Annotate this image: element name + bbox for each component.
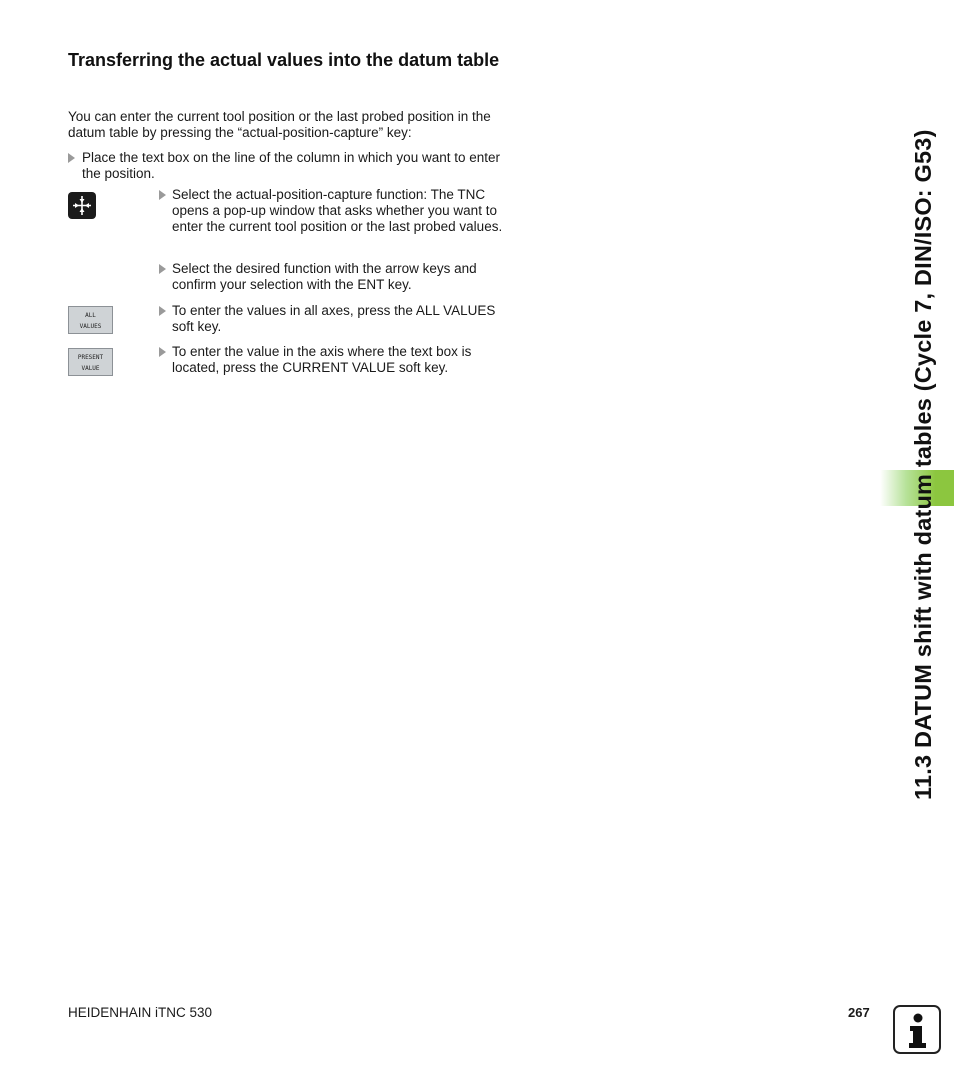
step-text: To enter the value in the axis where the text box is located, press the CURRENT VALUE soft key. (172, 344, 472, 375)
softkey-label-line1: ALL (85, 312, 96, 319)
actual-position-capture-key[interactable] (68, 192, 96, 219)
step-item (159, 187, 511, 235)
all-values-softkey[interactable] (68, 306, 113, 334)
bullet-arrow-icon (159, 264, 166, 274)
page-number: 267 (848, 1005, 870, 1020)
footer-manual-name: HEIDENHAIN iTNC 530 (68, 1005, 213, 1020)
chapter-side-title: 11.3 DATUM shift with datum tables (Cycle 7, DIN/ISO: G53) (910, 129, 936, 800)
step-item (159, 303, 511, 335)
step-text: Select the desired function with the arrow keys and confirm your selection with the ENT key. (172, 261, 477, 292)
softkey-label-line2: VALUE (81, 365, 100, 372)
step-item (159, 261, 511, 293)
step-text: To enter the values in all axes, press the ALL VALUES soft key. (172, 303, 496, 334)
step-text: Select the actual-position-capture function: The TNC opens a pop-up window that asks whether you want to enter the current tool position or the last probed values. (172, 187, 503, 234)
intro-paragraph: You can enter the current tool position or the last probed position in the datum table by pressing the “actual-position-capture” key: (68, 109, 491, 140)
bullet-arrow-icon (159, 347, 166, 357)
step-item (159, 344, 511, 376)
info-icon (893, 1005, 941, 1054)
bullet-arrow-icon (159, 190, 166, 200)
section-heading: Transferring the actual values into the datum table (68, 50, 500, 70)
step-text: Place the text box on the line of the column in which you want to enter the position. (82, 150, 500, 181)
actual-position-capture-icon (68, 192, 96, 219)
bullet-arrow-icon (68, 153, 75, 163)
softkey-label-line1: PRESENT (77, 354, 104, 361)
present-value-softkey[interactable] (68, 348, 113, 376)
softkey-label-line2: VALUES (79, 323, 102, 330)
step-item (68, 150, 508, 182)
bullet-arrow-icon (159, 306, 166, 316)
